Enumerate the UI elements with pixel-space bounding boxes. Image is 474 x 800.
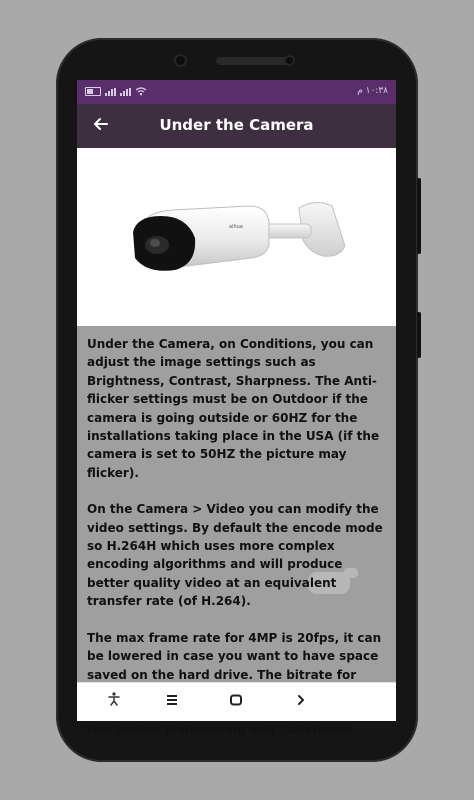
signal-icon xyxy=(105,88,116,96)
sensor xyxy=(284,55,295,66)
battery-icon xyxy=(85,87,101,96)
status-icons xyxy=(85,87,147,96)
article-paragraph: On the Camera > Video you can modify the video settings. By default the encode mode so H.264H which uses more complex encoding algorithms and will produce better quality video at an equivalent transfer rate (of H.264). xyxy=(87,502,383,609)
front-camera xyxy=(174,54,187,67)
power-button xyxy=(417,312,421,358)
wifi-icon xyxy=(135,87,147,96)
article-content xyxy=(77,326,396,737)
signal-icon-2 xyxy=(120,88,131,96)
back-icon[interactable] xyxy=(291,692,311,710)
page-title: Under the Camera xyxy=(159,116,314,134)
status-time: ١٠:٣٨ م xyxy=(357,86,388,96)
brand-logo: alhua xyxy=(229,224,243,230)
status-bar xyxy=(77,80,396,104)
earpiece-speaker xyxy=(216,57,294,65)
recents-icon[interactable] xyxy=(162,692,182,710)
camera-image xyxy=(77,148,396,326)
accessibility-icon[interactable] xyxy=(104,692,124,710)
volume-button xyxy=(417,178,421,254)
article-paragraph: Under the Camera, on Conditions, you can adjust the image settings such as Brightness, Contrast, Sharpness. The Anti-flicker settings must be on Outdoor if the camera is going outside or 60HZ for the installations taking place in the USA (if the camera is set to 50HZ the picture may flicker). xyxy=(87,337,380,480)
navigation-bar xyxy=(77,682,396,721)
article-text xyxy=(77,335,396,739)
article-paragraph: The max frame rate for 4MP is 20fps, it can be lowered in case you want to have space saved on the hard drive. The bitrate for two modes Mainstream and Substream. xyxy=(87,630,382,737)
security-camera-illustration xyxy=(77,148,396,326)
app-bar xyxy=(77,104,396,148)
home-icon[interactable] xyxy=(226,692,246,710)
screen xyxy=(77,80,396,737)
